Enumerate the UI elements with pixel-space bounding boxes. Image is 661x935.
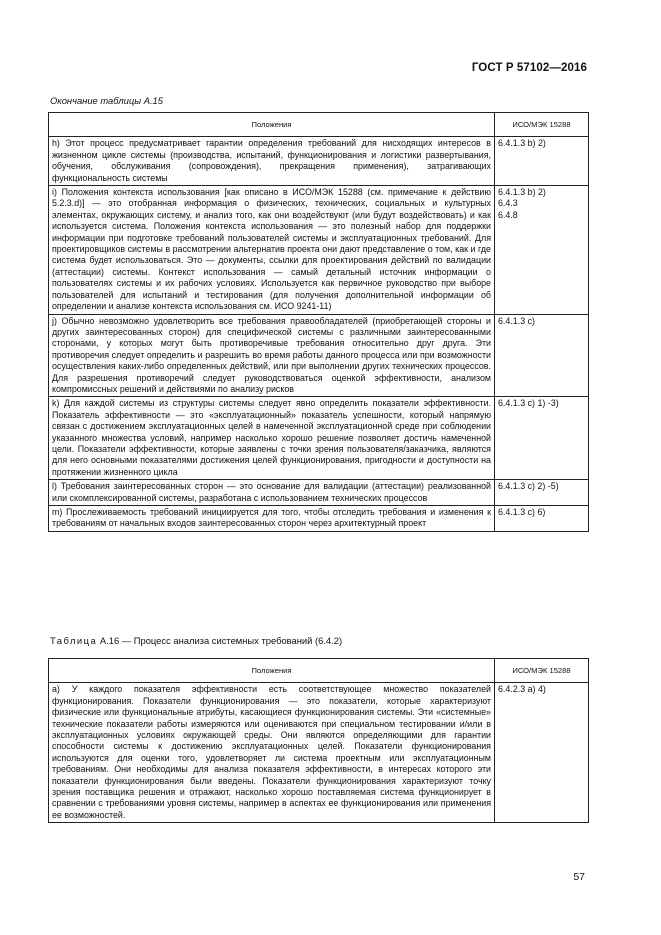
- table-row: [49, 314, 589, 397]
- iso-ref: 6.4.1.3 c): [498, 315, 535, 326]
- column-header-provisions: Положения: [49, 659, 495, 683]
- table-a16-caption: [50, 635, 342, 646]
- iso-ref: 6.4.2.3 a) 4): [498, 684, 546, 695]
- table-row: [49, 683, 589, 823]
- table-row: [49, 186, 589, 314]
- page-number: 57: [573, 871, 585, 883]
- table-a15: [48, 112, 589, 532]
- iso-ref: 6.4.1.3 c) 2) -5): [498, 481, 559, 492]
- row-provision-i: i) Положения контекста использования [как описано в ИСО/МЭК 15288 (см. примечание к действию 5.2.3.d)] — это отобранная информация о физических, технических, социальных и культурных элементах, окружающих систему, и анализ того, как они воздействуют (или будут воздействовать) и как используется система. Положения контекста использования — это полезный набор для поддержки информации при подготовке требований пользователей системы и эксплуатационных требований. Для проектировщиков системы в рассмотрении альтернатив проекта они дают представление о том, как и где система будет использоваться. Это — документы, ссылки для проектирования действий по валидации (аттестации) системы. Контекст использования — самый детальный источник информации о пользователях системы и их рабочих условиях. Используется как первичное руководство при выборе пользователей для испытаний и тестирования (для получения дополнительной информации об определении и анализе контекста использования см. ИСО 9241-11): [49, 186, 495, 314]
- column-header-provisions: Положения: [49, 113, 495, 137]
- column-header-iso: ИСО/МЭК 15288: [495, 113, 589, 137]
- row-ref-cell: [495, 480, 589, 506]
- row-provision-k: k) Для каждой системы из структуры системы следует явно определить показатели эффективности. Показатель эффективности — это «эксплуатационный» показатель успешности, который напрямую связан с достижением эксплуатационных целей в намеченной эксплуатационной среде при соблюдении указанного множества условий, например насколько хорошо решение позволяет достичь намеченной цели. Показатели эффективности, которые заявлены с точки зрения пользователя/заказчика, являются для него основными показателями достижения целей функционирования, пригодности и доступности на протяжении жизненного цикла: [49, 397, 495, 480]
- iso-ref: 6.4.3: [498, 198, 518, 209]
- document-standard-header: ГОСТ Р 57102—2016: [471, 62, 587, 74]
- row-provision-l: l) Требования заинтересованных сторон — это основание для валидации (аттестации) реализованной или скомплексированной системы, разработана с использованием технических процессов: [49, 480, 495, 506]
- row-provision-m: m) Прослеживаемость требований инициируется для того, чтобы отследить требования и изменения к требованиям от начальных входов заинтересованных сторон через архитектурный проект: [49, 506, 495, 532]
- row-ref-cell: [495, 397, 589, 480]
- row-provision-h: h) Этот процесс предусматривает гарантии определения требований для нисходящих интересов в жизненном цикле системы (производства, испытаний, функционирования и логистики развертывания, обучения, обслуживания (сопровождения), прекращения применения), затрагивающих функциональность системы: [49, 137, 495, 186]
- row-ref-cell: [495, 314, 589, 397]
- table-a15-caption: Окончание таблицы А.15: [50, 95, 163, 106]
- row-provision-j: j) Обычно невозможно удовлетворить все требования правообладателей (приобретающей стороны и других заинтересованных сторон) для специфической системы с различными заинтересованными сторонами, у которых могут быть противоречивые требования относительно друг друга. Эти противоречия следует определить и разрешить во время работы данного процесса или при возможности осуществления каких-либо определенных действий, или при выполнении других технических процессов. Для разрешения противоречий следует руководствоваться оценкой эффективности, анализом компромиссных решений и действиями по анализу рисков: [49, 314, 495, 397]
- row-provision-a: а) У каждого показателя эффективности есть соответствующее множество показателей функционирования. Показатели функционирования — это показатели, которые характеризуют физические или функциональные атрибуты, касающиеся функционирования системы. Эти «системные» технические показатели работы измеряются или оцениваются при специальном тестировании и/или в эксплуатационных условиях окружающей среды. Они являются определяющими для гарантии способности системы к достижению эксплуатационных целей. Показатели функционирования используются для оценки того, удовлетворяет ли система проектным или эксплуатационным требованиям. Они необходимы для анализа показателя эффективности, в интересах которого эти показатели функционирования были введены. Показатели функционирования характеризуют точку зрения поставщика решения и отражают, насколько хорошо поставляемая система функционирует в сравнении с требованиями уровня системы, например в аспектах ее функционирования или применения ее возможностей.: [49, 683, 495, 823]
- row-ref-cell: [495, 137, 589, 186]
- column-header-iso: ИСО/МЭК 15288: [495, 659, 589, 683]
- table-a16: [48, 658, 589, 823]
- iso-ref: 6.4.1.3 c) 1) -3): [498, 398, 559, 409]
- row-ref-cell: [495, 683, 589, 823]
- table-row: [49, 397, 589, 480]
- table-header-row: [49, 659, 589, 683]
- table-header-row: [49, 113, 589, 137]
- row-ref-cell: [495, 186, 589, 314]
- iso-ref: 6.4.1.3 b) 2): [498, 187, 546, 198]
- table-row: [49, 506, 589, 532]
- table-caption-title: А.16 — Процесс анализа системных требований (6.4.2): [97, 635, 343, 646]
- iso-ref: 6.4.1.3 b) 2): [498, 138, 546, 149]
- table-row: [49, 480, 589, 506]
- iso-ref: 6.4.8: [498, 209, 518, 220]
- iso-ref: 6.4.1.3 c) 6): [498, 507, 546, 517]
- table-row: [49, 137, 589, 186]
- table-caption-prefix: Таблица: [50, 635, 98, 646]
- row-ref-cell: [495, 506, 589, 532]
